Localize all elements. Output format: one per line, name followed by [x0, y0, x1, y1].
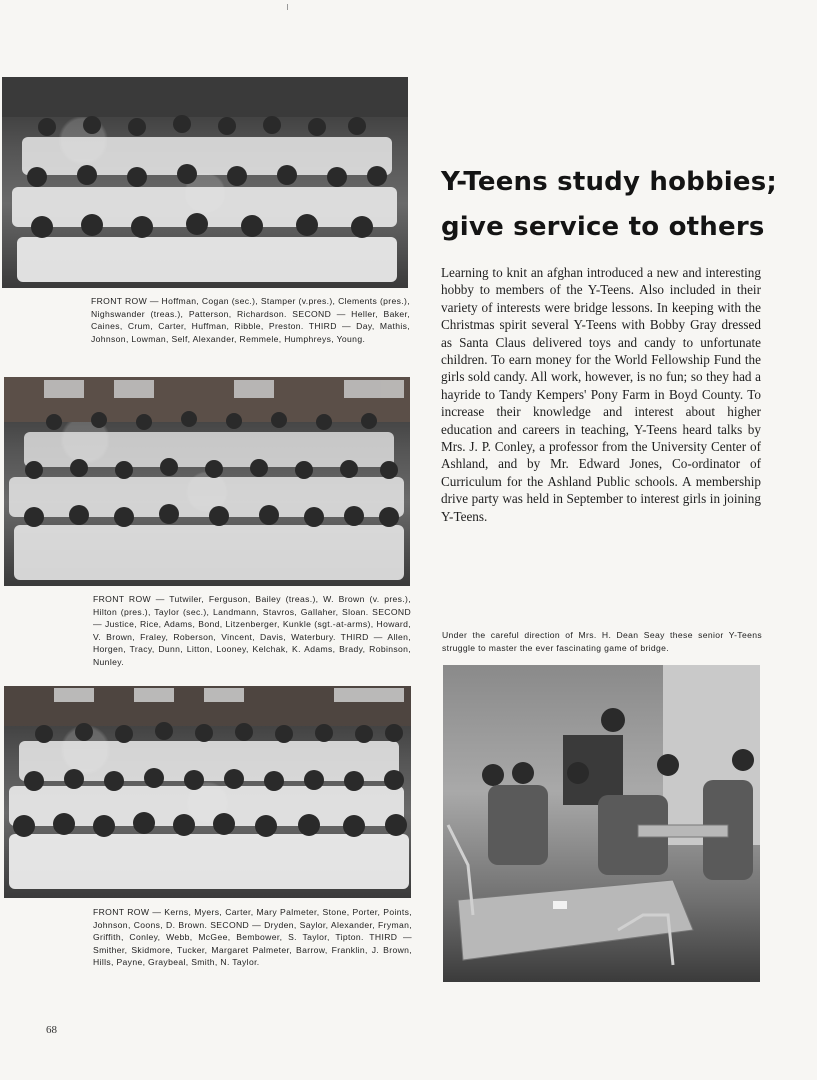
group-photo-1 [2, 77, 408, 288]
page-number: 68 [46, 1024, 57, 1036]
group-photo-1-caption: FRONT ROW — Hoffman, Cogan (sec.), Stamper (v.pres.), Clements (pres.), Nighswander (treas.), Patterson, Richardson. SECOND — Heller, Baker, Caines, Crum, Carter, Huffman, Ribble, Preston. THIRD — Day, Mathis, Johnson, Lowman, Self, Alexander, Remmele, Humphreys, Young. [91, 296, 410, 344]
bridge-photo-caption: Under the careful direction of Mrs. H. Dean Seay these senior Y-Teens struggle to master the ever fascinating game of bridge. [442, 630, 762, 653]
article-body: Learning to knit an afghan introduced a new and interesting hobby to members of the Y-Teens. Also included in their variety of interests were bridge lessons. In keeping with the Christmas spirit several Y-Teens with Bobby Gray dressed as Santa Claus delivered toys and candy to unfortunate children. To earn money for the World Fellowship Fund the girls sold candy. All work, however, is no fun; so they had a hayride to Tandy Kempers' Pony Farm in Boyd County. To increase their knowledge and interest about higher education and careers in teaching, Y-Teens heard talks by Mrs. J. P. Conley, a professor from the University Center of Ashland, and by Mr. Edward Jones, Co-ordinator of Curriculum for the Ashland Public schools. A membership drive party was held in September to interest girls in joining Y-Teens. [441, 265, 761, 524]
headline [441, 160, 801, 250]
group-photo-3 [4, 686, 411, 898]
headline-line-2: give service to others [441, 212, 765, 242]
headline-line-1: Y-Teens study hobbies; [441, 167, 778, 197]
crop-mark [287, 4, 288, 10]
bridge-photo [443, 665, 760, 982]
group-photo-2 [4, 377, 410, 586]
group-photo-3-caption: FRONT ROW — Kerns, Myers, Carter, Mary Palmeter, Stone, Porter, Points, Johnson, Coons, D. Brown. SECOND — Dryden, Saylor, Alexander, Fryman, Griffith, Conley, Webb, McGee, Bembower, S. Taylor, Tipton. THIRD — Smither, Skidmore, Tucker, Margaret Palmeter, Barrow, Franklin, J. Brown, Hills, Payne, Graybeal, Smith, N. Taylor. [93, 907, 412, 968]
group-photo-2-caption: FRONT ROW — Tutwiler, Ferguson, Bailey (treas.), W. Brown (v. pres.), Hilton (pres.), Taylor (sec.), Landmann, Stavros, Gallaher, Sloan. SECOND — Justice, Rice, Adams, Bond, Litzenberger, Kunkle (sgt.-at-arms), Howard, V. Brown, Fraley, Roberson, Vincent, Davis, Waterbury. THIRD — Allen, Horgen, Tracy, Dunn, Litton, Looney, Kelchak, K. Adams, Brady, Robinson, Nunley. [93, 594, 411, 667]
